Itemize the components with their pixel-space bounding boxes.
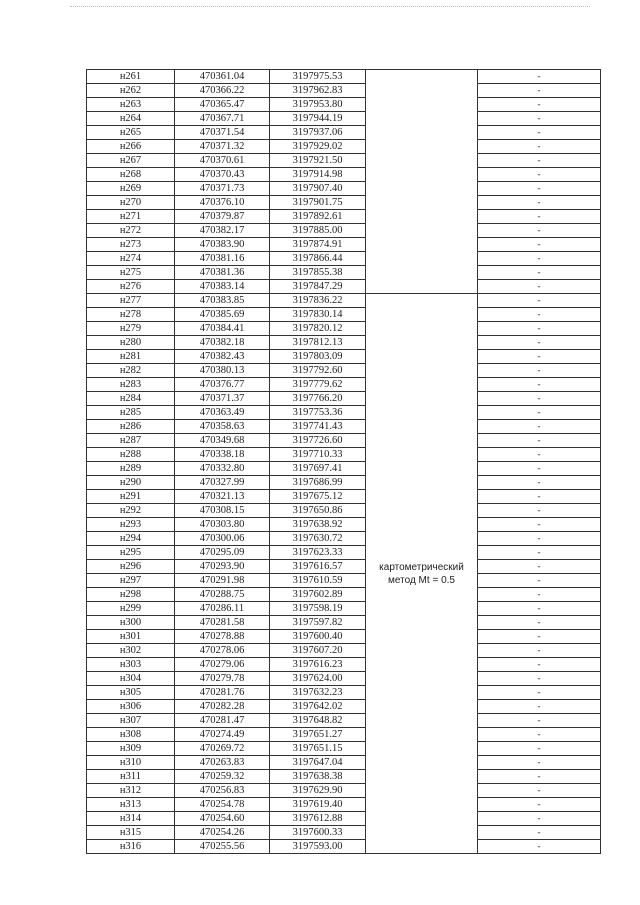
x-coordinate-cell: 470365.47 [175,98,270,112]
x-coordinate-cell: 470295.09 [175,546,270,560]
point-name-cell: н262 [87,84,175,98]
table-row [87,728,601,742]
accuracy-dash-cell: - [478,588,601,602]
accuracy-dash-cell: - [478,532,601,546]
x-coordinate-cell: 470254.60 [175,812,270,826]
y-coordinate-cell: 3197651.15 [270,742,366,756]
x-coordinate-cell: 470259.32 [175,770,270,784]
table-row [87,518,601,532]
x-coordinate-cell: 470256.83 [175,784,270,798]
y-coordinate-cell: 3197600.33 [270,826,366,840]
point-name-cell: н311 [87,770,175,784]
table-row [87,812,601,826]
point-name-cell: н294 [87,532,175,546]
y-coordinate-cell: 3197651.27 [270,728,366,742]
x-coordinate-cell: 470382.43 [175,350,270,364]
point-name-cell: н297 [87,574,175,588]
y-coordinate-cell: 3197650.86 [270,504,366,518]
table-row [87,616,601,630]
method-cell: картометрический метод Mt = 0.5 [366,294,478,854]
y-coordinate-cell: 3197753.36 [270,406,366,420]
table-row [87,714,601,728]
x-coordinate-cell: 470255.56 [175,840,270,854]
point-name-cell: н280 [87,336,175,350]
table-row [87,448,601,462]
point-name-cell: н264 [87,112,175,126]
x-coordinate-cell: 470379.87 [175,210,270,224]
table-row [87,112,601,126]
accuracy-dash-cell: - [478,294,601,308]
x-coordinate-cell: 470385.69 [175,308,270,322]
table-row [87,784,601,798]
table-row [87,756,601,770]
y-coordinate-cell: 3197642.02 [270,700,366,714]
x-coordinate-cell: 470269.72 [175,742,270,756]
accuracy-dash-cell: - [478,112,601,126]
accuracy-dash-cell: - [478,182,601,196]
y-coordinate-cell: 3197944.19 [270,112,366,126]
x-coordinate-cell: 470371.32 [175,140,270,154]
table-row [87,140,601,154]
point-name-cell: н303 [87,658,175,672]
point-name-cell: н272 [87,224,175,238]
y-coordinate-cell: 3197638.38 [270,770,366,784]
x-coordinate-cell: 470282.28 [175,700,270,714]
y-coordinate-cell: 3197593.00 [270,840,366,854]
table-row [87,308,601,322]
point-name-cell: н267 [87,154,175,168]
y-coordinate-cell: 3197901.75 [270,196,366,210]
accuracy-dash-cell: - [478,798,601,812]
method-cell-empty [366,70,478,294]
x-coordinate-cell: 470308.15 [175,504,270,518]
x-coordinate-cell: 470332.80 [175,462,270,476]
point-name-cell: н268 [87,168,175,182]
y-coordinate-cell: 3197975.53 [270,70,366,84]
table-row [87,266,601,280]
point-name-cell: н312 [87,784,175,798]
accuracy-dash-cell: - [478,644,601,658]
x-coordinate-cell: 470278.06 [175,644,270,658]
accuracy-dash-cell: - [478,322,601,336]
point-name-cell: н289 [87,462,175,476]
point-name-cell: н282 [87,364,175,378]
x-coordinate-cell: 470281.76 [175,686,270,700]
table-row [87,686,601,700]
accuracy-dash-cell: - [478,420,601,434]
point-name-cell: н290 [87,476,175,490]
accuracy-dash-cell: - [478,280,601,294]
y-coordinate-cell: 3197616.57 [270,560,366,574]
accuracy-dash-cell: - [478,826,601,840]
accuracy-dash-cell: - [478,196,601,210]
x-coordinate-cell: 470381.36 [175,266,270,280]
x-coordinate-cell: 470383.90 [175,238,270,252]
table-row [87,364,601,378]
table-row [87,658,601,672]
table-row [87,462,601,476]
point-name-cell: н313 [87,798,175,812]
table-row [87,644,601,658]
y-coordinate-cell: 3197766.20 [270,392,366,406]
point-name-cell: н307 [87,714,175,728]
table-row [87,504,601,518]
x-coordinate-cell: 470303.80 [175,518,270,532]
point-name-cell: н286 [87,420,175,434]
point-name-cell: н279 [87,322,175,336]
x-coordinate-cell: 470281.47 [175,714,270,728]
y-coordinate-cell: 3197820.12 [270,322,366,336]
point-name-cell: н301 [87,630,175,644]
y-coordinate-cell: 3197741.43 [270,420,366,434]
x-coordinate-cell: 470293.90 [175,560,270,574]
table-row [87,840,601,854]
x-coordinate-cell: 470288.75 [175,588,270,602]
accuracy-dash-cell: - [478,210,601,224]
point-name-cell: н271 [87,210,175,224]
x-coordinate-cell: 470338.18 [175,448,270,462]
y-coordinate-cell: 3197597.82 [270,616,366,630]
point-name-cell: н275 [87,266,175,280]
point-name-cell: н273 [87,238,175,252]
x-coordinate-cell: 470321.13 [175,490,270,504]
table-row [87,574,601,588]
coordinates-table-body [87,70,601,854]
y-coordinate-cell: 3197726.60 [270,434,366,448]
x-coordinate-cell: 470383.85 [175,294,270,308]
accuracy-dash-cell: - [478,546,601,560]
accuracy-dash-cell: - [478,392,601,406]
table-row [87,798,601,812]
point-name-cell: н266 [87,140,175,154]
x-coordinate-cell: 470281.58 [175,616,270,630]
x-coordinate-cell: 470383.14 [175,280,270,294]
point-name-cell: н306 [87,700,175,714]
point-name-cell: н291 [87,490,175,504]
y-coordinate-cell: 3197648.82 [270,714,366,728]
x-coordinate-cell: 470358.63 [175,420,270,434]
table-row [87,70,601,84]
x-coordinate-cell: 470370.61 [175,154,270,168]
accuracy-dash-cell: - [478,616,601,630]
y-coordinate-cell: 3197921.50 [270,154,366,168]
y-coordinate-cell: 3197914.98 [270,168,366,182]
x-coordinate-cell: 470300.06 [175,532,270,546]
y-coordinate-cell: 3197885.00 [270,224,366,238]
x-coordinate-cell: 470263.83 [175,756,270,770]
table-row [87,560,601,574]
y-coordinate-cell: 3197929.02 [270,140,366,154]
point-name-cell: н288 [87,448,175,462]
point-name-cell: н315 [87,826,175,840]
point-name-cell: н308 [87,728,175,742]
table-row [87,280,601,294]
y-coordinate-cell: 3197607.20 [270,644,366,658]
x-coordinate-cell: 470371.54 [175,126,270,140]
table-row [87,630,601,644]
table-row [87,672,601,686]
point-name-cell: н269 [87,182,175,196]
x-coordinate-cell: 470279.06 [175,658,270,672]
accuracy-dash-cell: - [478,756,601,770]
x-coordinate-cell: 470274.49 [175,728,270,742]
accuracy-dash-cell: - [478,350,601,364]
table-row [87,546,601,560]
x-coordinate-cell: 470349.68 [175,434,270,448]
x-coordinate-cell: 470376.77 [175,378,270,392]
point-name-cell: н314 [87,812,175,826]
point-name-cell: н281 [87,350,175,364]
table-row [87,322,601,336]
table-row [87,154,601,168]
x-coordinate-cell: 470367.71 [175,112,270,126]
y-coordinate-cell: 3197953.80 [270,98,366,112]
y-coordinate-cell: 3197803.09 [270,350,366,364]
y-coordinate-cell: 3197602.89 [270,588,366,602]
accuracy-dash-cell: - [478,434,601,448]
accuracy-dash-cell: - [478,168,601,182]
y-coordinate-cell: 3197616.23 [270,658,366,672]
x-coordinate-cell: 470366.22 [175,84,270,98]
accuracy-dash-cell: - [478,70,601,84]
x-coordinate-cell: 470382.17 [175,224,270,238]
y-coordinate-cell: 3197632.23 [270,686,366,700]
accuracy-dash-cell: - [478,728,601,742]
y-coordinate-cell: 3197675.12 [270,490,366,504]
accuracy-dash-cell: - [478,406,601,420]
table-row [87,742,601,756]
table-row [87,252,601,266]
table-row [87,588,601,602]
accuracy-dash-cell: - [478,224,601,238]
accuracy-dash-cell: - [478,574,601,588]
table-row [87,336,601,350]
point-name-cell: н261 [87,70,175,84]
point-name-cell: н270 [87,196,175,210]
y-coordinate-cell: 3197630.72 [270,532,366,546]
x-coordinate-cell: 470370.43 [175,168,270,182]
y-coordinate-cell: 3197619.40 [270,798,366,812]
accuracy-dash-cell: - [478,476,601,490]
accuracy-dash-cell: - [478,840,601,854]
table-row [87,406,601,420]
y-coordinate-cell: 3197855.38 [270,266,366,280]
point-name-cell: н295 [87,546,175,560]
x-coordinate-cell: 470381.16 [175,252,270,266]
y-coordinate-cell: 3197892.61 [270,210,366,224]
y-coordinate-cell: 3197847.29 [270,280,366,294]
table-row [87,182,601,196]
table-row [87,84,601,98]
accuracy-dash-cell: - [478,714,601,728]
table-row [87,238,601,252]
x-coordinate-cell: 470371.37 [175,392,270,406]
accuracy-dash-cell: - [478,84,601,98]
x-coordinate-cell: 470363.49 [175,406,270,420]
table-row [87,224,601,238]
y-coordinate-cell: 3197612.88 [270,812,366,826]
y-coordinate-cell: 3197874.91 [270,238,366,252]
table-row [87,700,601,714]
accuracy-dash-cell: - [478,630,601,644]
table-row [87,476,601,490]
point-name-cell: н304 [87,672,175,686]
x-coordinate-cell: 470327.99 [175,476,270,490]
accuracy-dash-cell: - [478,308,601,322]
y-coordinate-cell: 3197638.92 [270,518,366,532]
table-row [87,378,601,392]
table-row [87,826,601,840]
point-name-cell: н285 [87,406,175,420]
point-name-cell: н263 [87,98,175,112]
accuracy-dash-cell: - [478,518,601,532]
accuracy-dash-cell: - [478,560,601,574]
point-name-cell: н265 [87,126,175,140]
x-coordinate-cell: 470254.78 [175,798,270,812]
accuracy-dash-cell: - [478,672,601,686]
table-row [87,434,601,448]
table-row [87,210,601,224]
point-name-cell: н296 [87,560,175,574]
y-coordinate-cell: 3197629.90 [270,784,366,798]
table-row [87,126,601,140]
point-name-cell: н293 [87,518,175,532]
point-name-cell: н283 [87,378,175,392]
y-coordinate-cell: 3197812.13 [270,336,366,350]
y-coordinate-cell: 3197830.14 [270,308,366,322]
point-name-cell: н276 [87,280,175,294]
scan-artifact-line [70,6,590,9]
accuracy-dash-cell: - [478,700,601,714]
accuracy-dash-cell: - [478,602,601,616]
x-coordinate-cell: 470286.11 [175,602,270,616]
accuracy-dash-cell: - [478,462,601,476]
table-row [87,392,601,406]
y-coordinate-cell: 3197836.22 [270,294,366,308]
point-name-cell: н298 [87,588,175,602]
accuracy-dash-cell: - [478,378,601,392]
y-coordinate-cell: 3197962.83 [270,84,366,98]
accuracy-dash-cell: - [478,658,601,672]
x-coordinate-cell: 470291.98 [175,574,270,588]
accuracy-dash-cell: - [478,238,601,252]
table-row [87,420,601,434]
table-row [87,196,601,210]
table-row [87,602,601,616]
x-coordinate-cell: 470254.26 [175,826,270,840]
y-coordinate-cell: 3197623.33 [270,546,366,560]
point-name-cell: н299 [87,602,175,616]
point-name-cell: н292 [87,504,175,518]
x-coordinate-cell: 470384.41 [175,322,270,336]
y-coordinate-cell: 3197697.41 [270,462,366,476]
accuracy-dash-cell: - [478,686,601,700]
point-name-cell: н316 [87,840,175,854]
accuracy-dash-cell: - [478,98,601,112]
y-coordinate-cell: 3197624.00 [270,672,366,686]
accuracy-dash-cell: - [478,126,601,140]
y-coordinate-cell: 3197600.40 [270,630,366,644]
x-coordinate-cell: 470279.78 [175,672,270,686]
y-coordinate-cell: 3197907.40 [270,182,366,196]
accuracy-dash-cell: - [478,742,601,756]
point-name-cell: н302 [87,644,175,658]
point-name-cell: н274 [87,252,175,266]
y-coordinate-cell: 3197710.33 [270,448,366,462]
point-name-cell: н305 [87,686,175,700]
x-coordinate-cell: 470371.73 [175,182,270,196]
point-name-cell: н278 [87,308,175,322]
table-row [87,168,601,182]
accuracy-dash-cell: - [478,490,601,504]
point-name-cell: н287 [87,434,175,448]
x-coordinate-cell: 470361.04 [175,70,270,84]
accuracy-dash-cell: - [478,364,601,378]
table-row [87,294,601,308]
accuracy-dash-cell: - [478,448,601,462]
table-row [87,490,601,504]
y-coordinate-cell: 3197686.99 [270,476,366,490]
accuracy-dash-cell: - [478,812,601,826]
table-row [87,98,601,112]
coordinates-table [86,69,601,854]
y-coordinate-cell: 3197610.59 [270,574,366,588]
y-coordinate-cell: 3197647.04 [270,756,366,770]
accuracy-dash-cell: - [478,336,601,350]
accuracy-dash-cell: - [478,784,601,798]
point-name-cell: н310 [87,756,175,770]
y-coordinate-cell: 3197937.06 [270,126,366,140]
x-coordinate-cell: 470278.88 [175,630,270,644]
y-coordinate-cell: 3197866.44 [270,252,366,266]
y-coordinate-cell: 3197779.62 [270,378,366,392]
table-row [87,350,601,364]
table-row [87,532,601,546]
point-name-cell: н300 [87,616,175,630]
accuracy-dash-cell: - [478,154,601,168]
accuracy-dash-cell: - [478,252,601,266]
x-coordinate-cell: 470380.13 [175,364,270,378]
accuracy-dash-cell: - [478,266,601,280]
point-name-cell: н309 [87,742,175,756]
x-coordinate-cell: 470376.10 [175,196,270,210]
y-coordinate-cell: 3197792.60 [270,364,366,378]
accuracy-dash-cell: - [478,504,601,518]
accuracy-dash-cell: - [478,140,601,154]
x-coordinate-cell: 470382.18 [175,336,270,350]
accuracy-dash-cell: - [478,770,601,784]
table-row [87,770,601,784]
point-name-cell: н284 [87,392,175,406]
point-name-cell: н277 [87,294,175,308]
y-coordinate-cell: 3197598.19 [270,602,366,616]
